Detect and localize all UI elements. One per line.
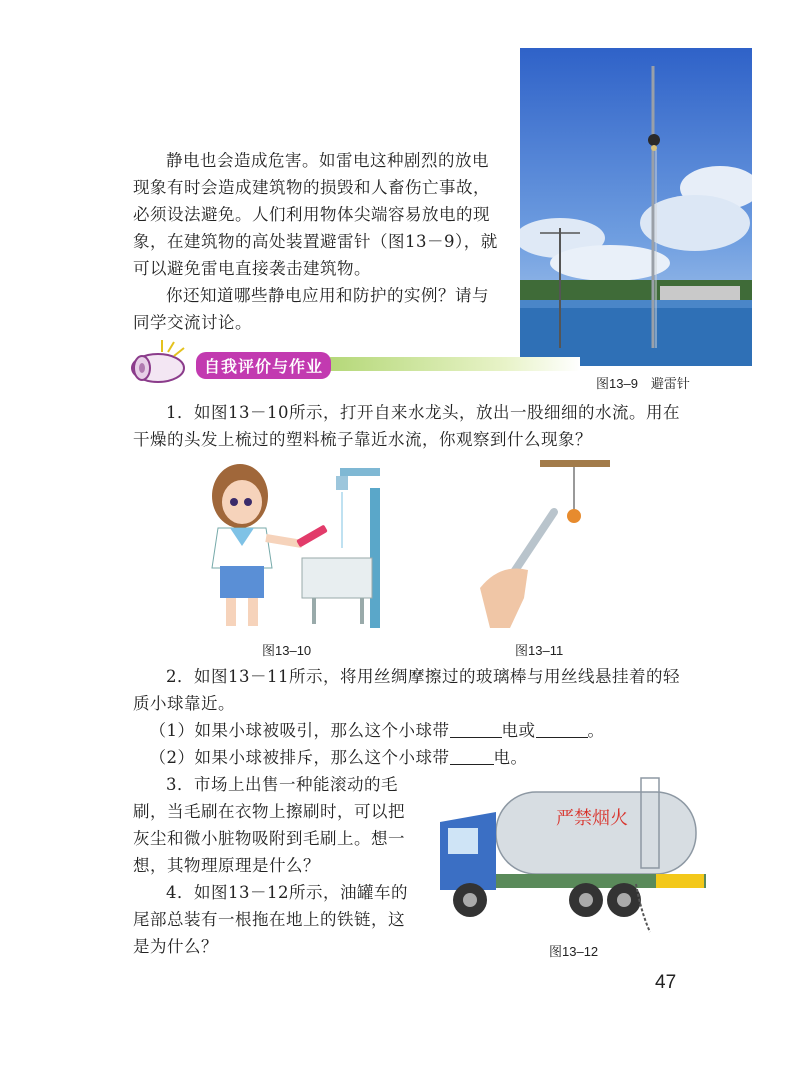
intro-text [133, 147, 498, 336]
question-2-sub-1 [133, 717, 693, 744]
scroll-icon [128, 338, 196, 386]
fig-13-10-caption: 图13–10 [262, 643, 312, 658]
question-1-text: 1．如图13－10所示，打开自来水龙头，放出一股细细的水流。用在干燥的头发上梳过的塑料梳子靠近水流，你观察到什么现象？ [133, 403, 680, 449]
fig-13-12-caption: 图13–12 [549, 944, 599, 959]
tanker-truck-illustration [436, 772, 710, 940]
answer-blank-2[interactable] [536, 721, 588, 738]
page-number: 47 [655, 972, 677, 993]
questions-3-4 [133, 771, 413, 960]
glass-rod-ball-illustration [470, 458, 620, 628]
section-title: 自我评价与作业 [196, 352, 331, 379]
lightning-rod-photo [520, 48, 752, 366]
q2-sub2-suffix: 电。 [493, 748, 528, 767]
fig-13-9-caption: 图13–9 避雷针 [596, 376, 690, 391]
answer-blank-3[interactable] [450, 748, 494, 765]
fig-13-11-caption: 图13–11 [515, 643, 564, 658]
q2-sub1-prefix: （1）如果小球被吸引，那么这个小球带 [149, 721, 450, 740]
section-divider [330, 357, 580, 371]
truck-warning-label: 严禁烟火 [556, 808, 628, 829]
question-2-text: 2．如图13－11所示，将用丝绸摩擦过的玻璃棒与用丝线悬挂着的轻质小球靠近。 [133, 667, 680, 713]
q2-sub2-prefix: （2）如果小球被排斥，那么这个小球带 [149, 748, 450, 767]
intro-paragraph-2: 你还知道哪些静电应用和防护的实例？请与同学交流讨论。 [133, 286, 489, 332]
question-3-text: 3．市场上出售一种能滚动的毛刷，当毛刷在衣物上擦刷时，可以把灰尘和微小脏物吸附到毛刷上。想一想，其物理原理是什么？ [133, 775, 405, 875]
answer-blank-1[interactable] [450, 721, 502, 738]
question-1 [133, 399, 693, 453]
question-2-sub-2 [133, 744, 693, 771]
question-4-text: 4．如图13－12所示，油罐车的尾部总装有一根拖在地上的铁链，这是为什么？ [133, 883, 408, 956]
q2-sub1-middle: 电或 [501, 721, 536, 740]
intro-paragraph-1: 静电也会造成危害。如雷电这种剧烈的放电现象有时会造成建筑物的损毁和人畜伤亡事故，必须设法避免。人们利用物体尖端容易放电的现象，在建筑物的高处装置避雷针（图13－9），就可以避免雷电直接袭击建筑物。 [133, 151, 498, 278]
question-2 [133, 663, 693, 771]
q2-sub1-suffix: 。 [587, 721, 605, 740]
girl-comb-water-illustration [190, 458, 390, 628]
